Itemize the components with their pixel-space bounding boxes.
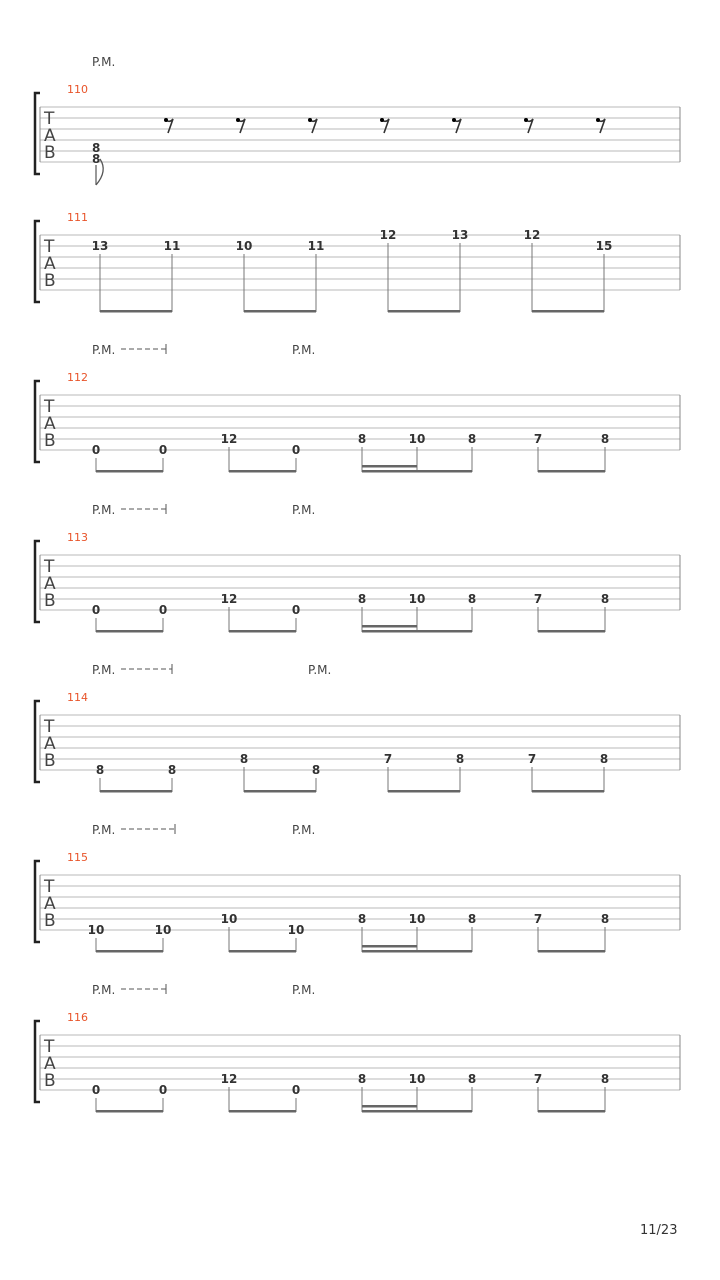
beam xyxy=(229,950,296,953)
fret-number: 10 xyxy=(408,592,426,606)
beam xyxy=(538,950,605,953)
fret-number: 7 xyxy=(533,592,543,606)
fret-number: 13 xyxy=(91,239,109,253)
tab-clef-letter: A xyxy=(44,574,56,594)
fret-number: 8 xyxy=(467,1072,477,1086)
beam xyxy=(362,1110,472,1113)
bar-number: 111 xyxy=(67,211,88,224)
tab-clef-letter: T xyxy=(44,717,55,737)
tab-system xyxy=(35,823,680,953)
beam xyxy=(229,470,296,473)
eighth-rest-dot xyxy=(596,118,600,122)
eighth-rest-dot xyxy=(236,118,240,122)
system-bracket xyxy=(35,861,40,942)
fret-number: 0 xyxy=(291,443,301,457)
tab-clef-letter: T xyxy=(44,877,55,897)
tab-clef-letter: B xyxy=(44,431,56,451)
fret-number: 8 xyxy=(600,1072,610,1086)
beam xyxy=(96,470,163,473)
beam xyxy=(244,310,316,313)
fret-number: 10 xyxy=(408,1072,426,1086)
beam xyxy=(532,790,604,793)
tab-clef-letter: A xyxy=(44,734,56,754)
beam xyxy=(362,470,472,473)
palm-mute-label: P.M. xyxy=(92,343,116,357)
palm-mute-label: P.M. xyxy=(92,983,116,997)
system-bracket xyxy=(35,541,40,622)
palm-mute-label: P.M. xyxy=(92,823,116,837)
fret-number: 8 xyxy=(600,592,610,606)
fret-number: 12 xyxy=(220,1072,238,1086)
fret-number: 15 xyxy=(595,239,613,253)
fret-number: 8 xyxy=(239,752,249,766)
fret-number: 8 xyxy=(167,763,177,777)
fret-number: 7 xyxy=(527,752,537,766)
fret-number: 12 xyxy=(523,228,541,242)
beam xyxy=(538,630,605,633)
beam xyxy=(388,310,460,313)
fret-number: 12 xyxy=(220,592,238,606)
palm-mute-label: P.M. xyxy=(92,55,116,69)
fret-number: 10 xyxy=(408,432,426,446)
beam xyxy=(96,950,163,953)
palm-mute-label: P.M. xyxy=(292,823,316,837)
tab-system xyxy=(35,211,680,313)
system-bracket xyxy=(35,93,40,174)
system-bracket xyxy=(35,381,40,462)
tab-system xyxy=(35,503,680,633)
beam xyxy=(362,625,417,628)
beam xyxy=(244,790,316,793)
eighth-rest-dot xyxy=(380,118,384,122)
tab-clef-letter: B xyxy=(44,271,56,291)
beam xyxy=(538,470,605,473)
fret-number: 8 xyxy=(357,592,367,606)
palm-mute-label: P.M. xyxy=(308,663,332,677)
beam xyxy=(229,1110,296,1113)
fret-number: 10 xyxy=(235,239,253,253)
beam xyxy=(388,790,460,793)
tab-clef-letter: A xyxy=(44,126,56,146)
fret-number: 8 xyxy=(599,752,609,766)
beam xyxy=(362,630,472,633)
fret-number: 10 xyxy=(408,912,426,926)
eighth-rest-dot xyxy=(164,118,168,122)
palm-mute-label: P.M. xyxy=(292,343,316,357)
fret-number: 0 xyxy=(291,1083,301,1097)
tab-clef-letter: B xyxy=(44,1071,56,1091)
system-bracket xyxy=(35,701,40,782)
fret-number: 7 xyxy=(383,752,393,766)
fret-number: 8 xyxy=(357,912,367,926)
beam xyxy=(362,950,472,953)
bar-number: 115 xyxy=(67,851,88,864)
fret-number: 0 xyxy=(158,443,168,457)
fret-number: 11 xyxy=(307,239,325,253)
fret-number: 0 xyxy=(91,603,101,617)
fret-number: 8 xyxy=(455,752,465,766)
beam xyxy=(100,310,172,313)
eighth-rest-dot xyxy=(452,118,456,122)
bar-number: 113 xyxy=(67,531,88,544)
tab-clef-letter: B xyxy=(44,143,56,163)
beam xyxy=(532,310,604,313)
tab-systems xyxy=(35,55,680,1113)
tab-clef-letter: T xyxy=(44,109,55,129)
beam xyxy=(362,1105,417,1108)
fret-number: 8 xyxy=(467,432,477,446)
page-number: 11/23 xyxy=(640,1223,678,1238)
fret-number: 12 xyxy=(379,228,397,242)
tab-system xyxy=(35,663,680,793)
fret-number: 10 xyxy=(154,923,172,937)
beam xyxy=(229,630,296,633)
tab-system xyxy=(35,55,680,185)
fret-number: 8 xyxy=(311,763,321,777)
fret-number: 0 xyxy=(91,1083,101,1097)
fret-number: 8 xyxy=(92,141,101,155)
fret-number: 10 xyxy=(87,923,105,937)
fret-number: 7 xyxy=(533,912,543,926)
tab-clef-letter: B xyxy=(44,911,56,931)
tab-clef-letter: T xyxy=(44,557,55,577)
eighth-rest-dot xyxy=(524,118,528,122)
fret-number: 8 xyxy=(357,432,367,446)
beam xyxy=(96,1110,163,1113)
tab-system xyxy=(35,343,680,473)
fret-number: 12 xyxy=(220,432,238,446)
fret-number: 8 xyxy=(95,763,105,777)
tab-clef-letter: B xyxy=(44,751,56,771)
fret-number: 8 xyxy=(467,912,477,926)
fret-number: 0 xyxy=(291,603,301,617)
fret-number: 13 xyxy=(451,228,469,242)
fret-number: 10 xyxy=(287,923,305,937)
tab-clef-letter: A xyxy=(44,254,56,274)
tab-system xyxy=(35,983,680,1113)
fret-number: 7 xyxy=(533,432,543,446)
eighth-rest-dot xyxy=(308,118,312,122)
tab-clef-letter: A xyxy=(44,1054,56,1074)
beam xyxy=(100,790,172,793)
tab-clef-letter: B xyxy=(44,591,56,611)
fret-number: 10 xyxy=(220,912,238,926)
fret-number: 8 xyxy=(357,1072,367,1086)
fret-number: 0 xyxy=(158,1083,168,1097)
fret-number: 8 xyxy=(600,912,610,926)
system-bracket xyxy=(35,1021,40,1102)
fret-number: 0 xyxy=(158,603,168,617)
tab-clef-letter: T xyxy=(44,397,55,417)
fret-number: 8 xyxy=(600,432,610,446)
beam xyxy=(96,630,163,633)
beam xyxy=(538,1110,605,1113)
bar-number: 110 xyxy=(67,83,88,96)
fret-number: 0 xyxy=(91,443,101,457)
system-bracket xyxy=(35,221,40,302)
palm-mute-label: P.M. xyxy=(92,503,116,517)
tab-clef-letter: T xyxy=(44,237,55,257)
fret-number: 11 xyxy=(163,239,181,253)
tab-clef-letter: A xyxy=(44,414,56,434)
fret-number: 8 xyxy=(92,152,101,166)
palm-mute-label: P.M. xyxy=(292,503,316,517)
beam xyxy=(362,945,417,948)
palm-mute-label: P.M. xyxy=(292,983,316,997)
bar-number: 116 xyxy=(67,1011,88,1024)
tab-clef-letter: T xyxy=(44,1037,55,1057)
tab-clef-letter: A xyxy=(44,894,56,914)
fret-number: 8 xyxy=(467,592,477,606)
bar-number: 114 xyxy=(67,691,88,704)
beam xyxy=(362,465,417,468)
fret-number: 7 xyxy=(533,1072,543,1086)
palm-mute-label: P.M. xyxy=(92,663,116,677)
bar-number: 112 xyxy=(67,371,88,384)
